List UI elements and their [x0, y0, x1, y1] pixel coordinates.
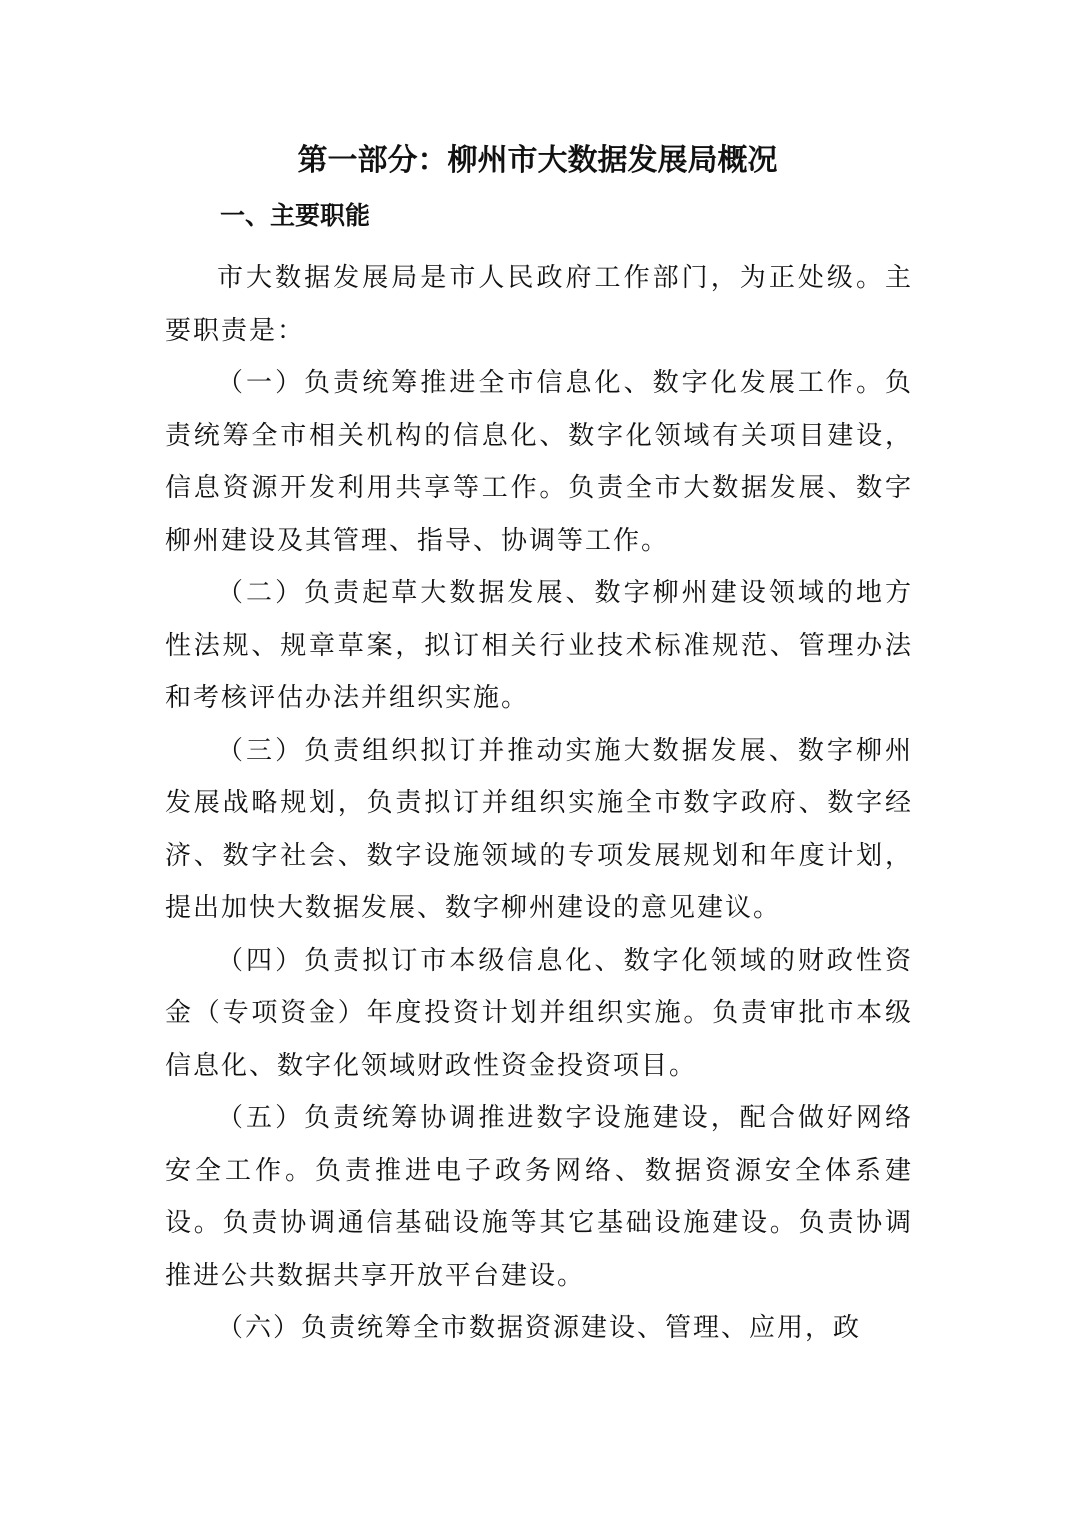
page-title: 第一部分：柳州市大数据发展局概况 — [297, 143, 778, 178]
paragraph-duty-1: （一）负责统筹推进全市信息化、数字化发展工作。负责统筹全市相关机构的信息化、数字化领域有关项目建设，信息资源开发利用共享等工作。负责全市大数据发展、数字柳州建设及其管理、指导、协调等工作。 — [165, 368, 913, 556]
paragraph-duty-3: （三）负责组织拟订并推动实施大数据发展、数字柳州发展战略规划，负责拟订并组织实施全市数字政府、数字经济、数字社会、数字设施领域的专项发展规划和年度计划，提出加快大数据发展、数字柳州建设的意见建议。 — [165, 735, 913, 923]
paragraph-duty-2: （二）负责起草大数据发展、数字柳州建设领域的地方性法规、规章草案，拟订相关行业技术标准规范、管理办法和考核评估办法并组织实施。 — [165, 578, 913, 713]
paragraph-duty-5: （五）负责统筹协调推进数字设施建设，配合做好网络安全工作。负责推进电子政务网络、数据资源安全体系建设。负责协调通信基础设施等其它基础设施建设。负责协调推进公共数据共享开放平台建设。 — [165, 1103, 913, 1291]
paragraph-duty-6: （六）负责统筹全市数据资源建设、管理、应用，政 — [217, 1313, 862, 1343]
section-heading: 一、主要职能 — [220, 201, 371, 230]
paragraph-duty-4: （四）负责拟订市本级信息化、数字化领域的财政性资金（专项资金）年度投资计划并组织实施。负责审批市本级信息化、数字化领域财政性资金投资项目。 — [165, 945, 913, 1081]
paragraph-intro: 市大数据发展局是市人民政府工作部门，为正处级。主要职责是： — [165, 263, 913, 346]
document-body — [165, 252, 913, 1355]
